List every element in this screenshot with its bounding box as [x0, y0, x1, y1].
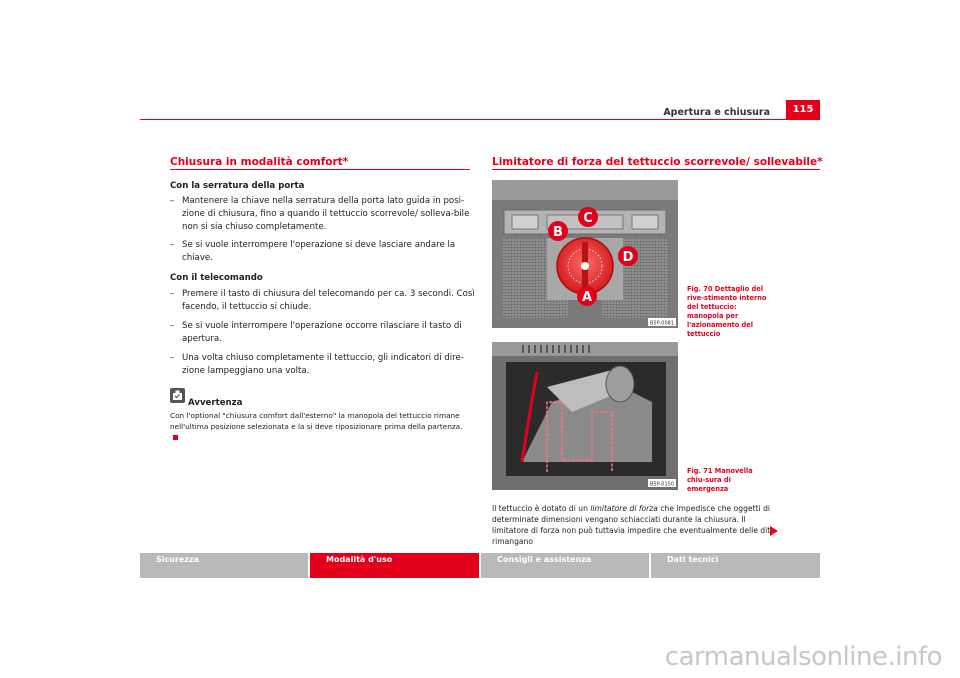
footer-tab-consigli[interactable]: Consigli e assistenza	[481, 553, 649, 578]
list-item: – Mantenere la chiave nella serratura della porta lato guida in posi-zione di chiusura, fino a quando il tettuccio scorrevole/ solleva-bile non si sia chiuso completamente.	[170, 196, 470, 232]
footer-tab-dati-tecnici[interactable]: Dati tecnici	[651, 553, 820, 578]
svg-text:B5P-0081: B5P-0081	[649, 320, 675, 327]
left-section-title: Chiusura in modalità comfort*	[170, 156, 349, 168]
list-item: – Se si vuole interrompere l'operazione occorre rilasciare il tasto di apertura.	[170, 321, 462, 344]
footer-tab-sicurezza[interactable]: Sicurezza	[140, 553, 308, 578]
left-section-rule	[170, 169, 470, 170]
list-item: – Premere il tasto di chiusura del telecomando per ca. 3 secondi. Così facendo, il tettuccio si chiude.	[170, 289, 475, 312]
end-marker-icon	[173, 435, 178, 440]
list-item: – Se si vuole interrompere l'operazione si deve lasciare andare la chiave.	[170, 240, 456, 263]
note-icon	[170, 388, 185, 403]
list-item: – Una volta chiuso completamente il tettuccio, gli indicatori di dire-zione lampeggiano una volta.	[170, 353, 464, 376]
svg-text:B5P-0150: B5P-0150	[649, 481, 675, 488]
note-text: Con l'optional "chiusura comfort dall'esterno" la manopola del tettuccio rimane nell'ultima posizione selezionata e la si deve riposizionare prima della partenza.	[170, 411, 470, 443]
subheading-door-lock: Con la serratura della porta	[170, 181, 305, 191]
figure-70-roof-knob	[492, 180, 678, 328]
header-rule	[140, 119, 820, 120]
svg-text:A: A	[581, 290, 593, 305]
body-paragraph: Il tettuccio è dotato di un limitatore di forza che impedisce che oggetti di determinate dimensioni vengano schiacciati durante la chiusura. Il limitatore di forza non può tuttavia impedire che eventualmente delle dita rimangano	[492, 504, 775, 546]
continue-arrow-icon	[770, 526, 778, 536]
page-number: 115	[786, 100, 820, 119]
figure-71-emergency-crank	[492, 342, 678, 490]
svg-text:B: B	[553, 225, 563, 240]
figure-70-caption: Fig. 70 Dettaglio del rive-stimento interno del tettuccio: manopola per l'azionamento del tettuccio	[687, 285, 767, 338]
watermark: carmanualsonline.info	[664, 642, 942, 672]
note-title: Avvertenza	[188, 398, 243, 408]
right-section-title: Limitatore di forza del tettuccio scorrevole/ sollevabile*	[492, 156, 823, 168]
figure-71-caption: Fig. 71 Manovella chiu-sura di emergenza	[687, 467, 753, 493]
footer-tab-modalita-uso[interactable]: Modalità d'uso	[310, 553, 479, 578]
svg-text:D: D	[622, 250, 634, 265]
svg-text:C: C	[583, 211, 593, 226]
right-section-rule	[492, 169, 820, 170]
running-header-title: Apertura e chiusura	[663, 107, 770, 118]
subheading-remote: Con il telecomando	[170, 273, 263, 283]
